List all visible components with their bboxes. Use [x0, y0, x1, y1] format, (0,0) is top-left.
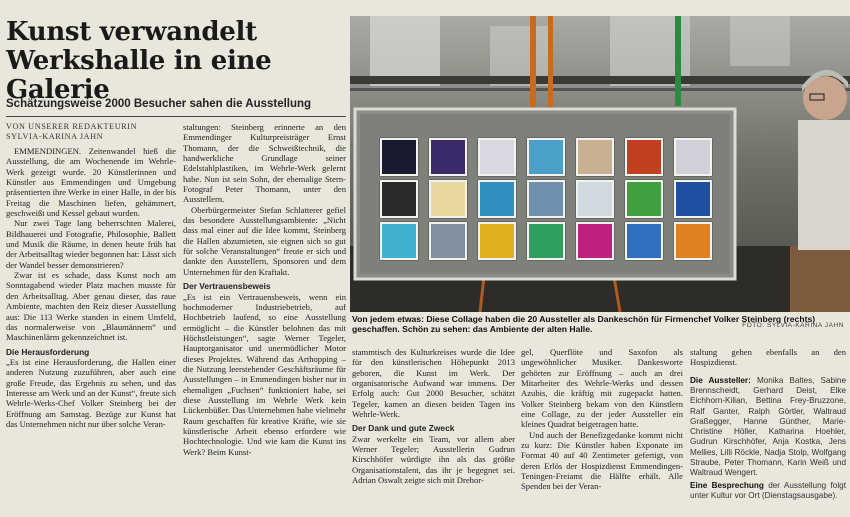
box-text: Monika Baltes, Sabine Brennscheidt, Gerhard Deist, Elke Eichhorn-Kilian, Bettina Frey-Bruzzone, Ralf Ganter, Ralph Görtler, Waltraud Graßegger, Hanne Günther, Marie-Christine Höller, Katharina Hoehler, Gudrun Kirschhöfer, Anja Kostka, Jens Mellies, Lilli Röckle, Nadja Stolp, Wolfgang Straube, Peter Thomann, Karin Weiß und Waltraud Wengert. — [690, 375, 846, 478]
collage-tile — [380, 180, 418, 218]
collage-tile — [674, 180, 712, 218]
collage-tile — [478, 222, 516, 260]
collage-tile — [478, 180, 516, 218]
article-column-3 — [352, 347, 515, 514]
byline — [6, 122, 176, 142]
article-column-4 — [521, 347, 683, 514]
subheadline: Schätzungsweise 2000 Besucher sahen die Ausstellung — [6, 98, 312, 110]
paragraph: „Es ist ein Vertrauensbeweis, wenn ein hochmoderner Industriebetrieb, auf Hochbetrieb laufend, so eine Ausstellung ermöglicht – die Künstler belohnen das mit Höchstleistungen“, sagte Werner Tegeler, Hauptorganisator und unermüdlicher Motor dieses Projektes. Während das Arthopping – die Nutzung leerstehender Geschäftsräume für Ausstellungen – in Emmendingen bisher nur in ehemaligen „Fuchsen“ funktioniert habe, sei diese Ausstellung im Wehrle Werk kein Lückenbüßer. Das Unternehmen habe vielmehr Raum geschaffen für kreative Kräfte, wie sie künstlerische Arbeit ebenso erfordere wie Hochtechnologie. Und wie kam die Kunst ins Werk? Beim Kunst- — [183, 291, 346, 457]
article-photo — [350, 16, 850, 312]
collage-tile — [625, 138, 663, 176]
paragraph: Und auch der Benefizgedanke kommt nicht zu kurz: Die Künstler haben Exponate im Format 40 auf 40 Zentimeter gefertigt, von deren Erlös der Hospizdienst Emmendingen-Teningen-Freiamt die Hälfte erhält. Alle Spenden bei der Veran- — [521, 429, 683, 492]
collage-tile — [625, 222, 663, 260]
dateline: EMMENDINGEN. — [14, 146, 82, 156]
exhibitors-box — [690, 376, 846, 479]
byline-author: SYLVIA-KARINA JAHN — [6, 132, 104, 141]
photo-credit: FOTO: SYLVIA-KARINA JAHN — [742, 322, 844, 329]
article-column-5 — [690, 347, 846, 514]
collage-tile — [674, 222, 712, 260]
paragraph: Oberbürgermeister Stefan Schlatterer gefiel das besondere Ausstellungsambiente: „Nicht dass mal einer auf die Idee kommt, Steinberg die Hallen abzumieten, sie eignen sich so gut für solche Veranstaltungen“ freute er sich und dankte den Ausstellern, Sponsoren und dem Unternehmen für den Kraftakt. — [183, 204, 346, 277]
collage-tile — [429, 180, 467, 218]
section-heading: Der Vertrauensbeweis — [183, 281, 271, 292]
headline-line-2: Werkshalle in eine Galerie — [6, 46, 272, 105]
collage-tile — [576, 138, 614, 176]
notice-title: Eine Besprechung — [690, 480, 764, 490]
paragraph: Zwar werkelte ein Team, vor allem aber Werner Tegeler; Ausstellerin Gudrun Kirschhöfer würdigte ihn als das größte Organisationstalent, das ihr je begegnet sei. Adrian Oswalt zeigte sich mit Drehor- — [352, 433, 515, 486]
paragraph: staltungen: Steinberg erinnerte an den Emmendinger Kulturpreisträger Ernst Thomann, der die Schweißtechnik, die handwerkliche Grundlage seiner Edelstahlplastiken, im Wehrle-Werk gelernt habe. Nun ist sein Sohn, der ehemalige Stern-Fotograf Peter Thomann, unter den Ausstellern. — [183, 122, 346, 205]
paragraph: Zeitenwandel hieß die Ausstellung, die am Wochenende im Wehrle-Werk gezeigt wurde. 20 Künstlerinnen und Künstler aus Emmendingen und Umgebung präsentierten ihre Werke in einer Halle, in der bis Freitag die Maschinen liefen, gehämmert, geschweißt und Kessel gebaut wurden. — [6, 146, 176, 219]
section-heading: Die Herausforderung — [6, 346, 90, 357]
collage-tile — [674, 138, 712, 176]
article-column-2 — [183, 122, 346, 514]
collage-tile — [478, 138, 516, 176]
collage-tile — [625, 180, 663, 218]
review-notice — [690, 481, 846, 502]
paragraph: „Es ist eine Herausforderung, die Hallen einer anderen Nutzung zuzuführen, aber auch eine große Freude, das Ergebnis zu sehen, und das Interesse am Werk und an der Kunst“, freute sich Wehrle-Werks-Chef Volker Steinberg bei der Eröffnung am Samstag. Bezüge zur Kunst hat das Unternehmen nicht nur über solche Veran- — [6, 356, 176, 429]
article-column-1 — [6, 146, 176, 514]
paragraph: gel, Querflöte und Saxofon als ungewöhnlicher Musiker. Dankesworte gehörten zur Eröffnung – auch an drei Mitarbeiter des Wehrle-Werks und dessen Azubis, die kräftig mit zugepackt hatten. Volker Steinberg bekam von den Künstlern eine Collage, zu der jeder Aussteller ein kleines Quadrat beigetragen hatte. — [521, 347, 683, 430]
paragraph: staltung gehen ebenfalls an den Hospizdienst. — [690, 347, 846, 368]
collage-tile — [576, 180, 614, 218]
collage-tile — [429, 138, 467, 176]
collage-tile — [380, 222, 418, 260]
byline-label: VON UNSERER REDAKTEURIN — [6, 122, 138, 131]
collage-tile — [380, 138, 418, 176]
divider — [6, 116, 346, 117]
paragraph: stammtisch des Kulturkreises wurde die Idee für den künstlerischen Höhepunkt 2013 geboren, die Kunst im Werk. Der organisatorische Aufwand war immens. Der Erfolg auch: Gut 2000 Besucher, schätzt Tegeler, kamen an diesen beiden Tagen ins Wehrle-Werk. — [352, 347, 515, 420]
headline — [6, 18, 346, 105]
headline-line-1: Kunst verwandelt — [6, 17, 257, 47]
photo-caption: Von jedem etwas: Diese Collage haben die 20 Aussteller als Dankeschön für Firmenchef Volker Steinberg (rechts) geschaffen. Schön zu sehen: das Ambiente der alten Halle. — [352, 314, 816, 335]
collage-tile — [429, 222, 467, 260]
collage-tile — [527, 222, 565, 260]
collage-tile — [527, 138, 565, 176]
collage-tile — [576, 222, 614, 260]
notice-text: der Ausstellung folgt unter Kultur vor Ort (Dienstagsausgabe). — [690, 480, 846, 500]
box-title: Die Aussteller: — [690, 375, 751, 385]
paragraph: Nur zwei Tage lang beherrschten Malerei, Bildhauerei und Fotografie, Philosophie, Ballett und Musik die Räume, in denen heute früh hat der Arbeitsalltag wieder begonnen hat: Lässt sich der Wandel besser demonstrieren? — [6, 218, 176, 270]
paragraph: Zwar ist es schade, dass Kunst noch am Sonntagabend wieder Platz machen musste für den Arbeitsalltag. Aber genau dieser, das raue Ambiente, machten den Reiz dieser Ausstellung aus: Die 113 Werke standen in einem Umfeld, das normalerweise von „Blaumännern“ und Maschinenlärm gekennzeichnet ist. — [6, 270, 176, 343]
section-heading: Der Dank und gute Zweck — [352, 423, 455, 434]
collage-tile — [527, 180, 565, 218]
